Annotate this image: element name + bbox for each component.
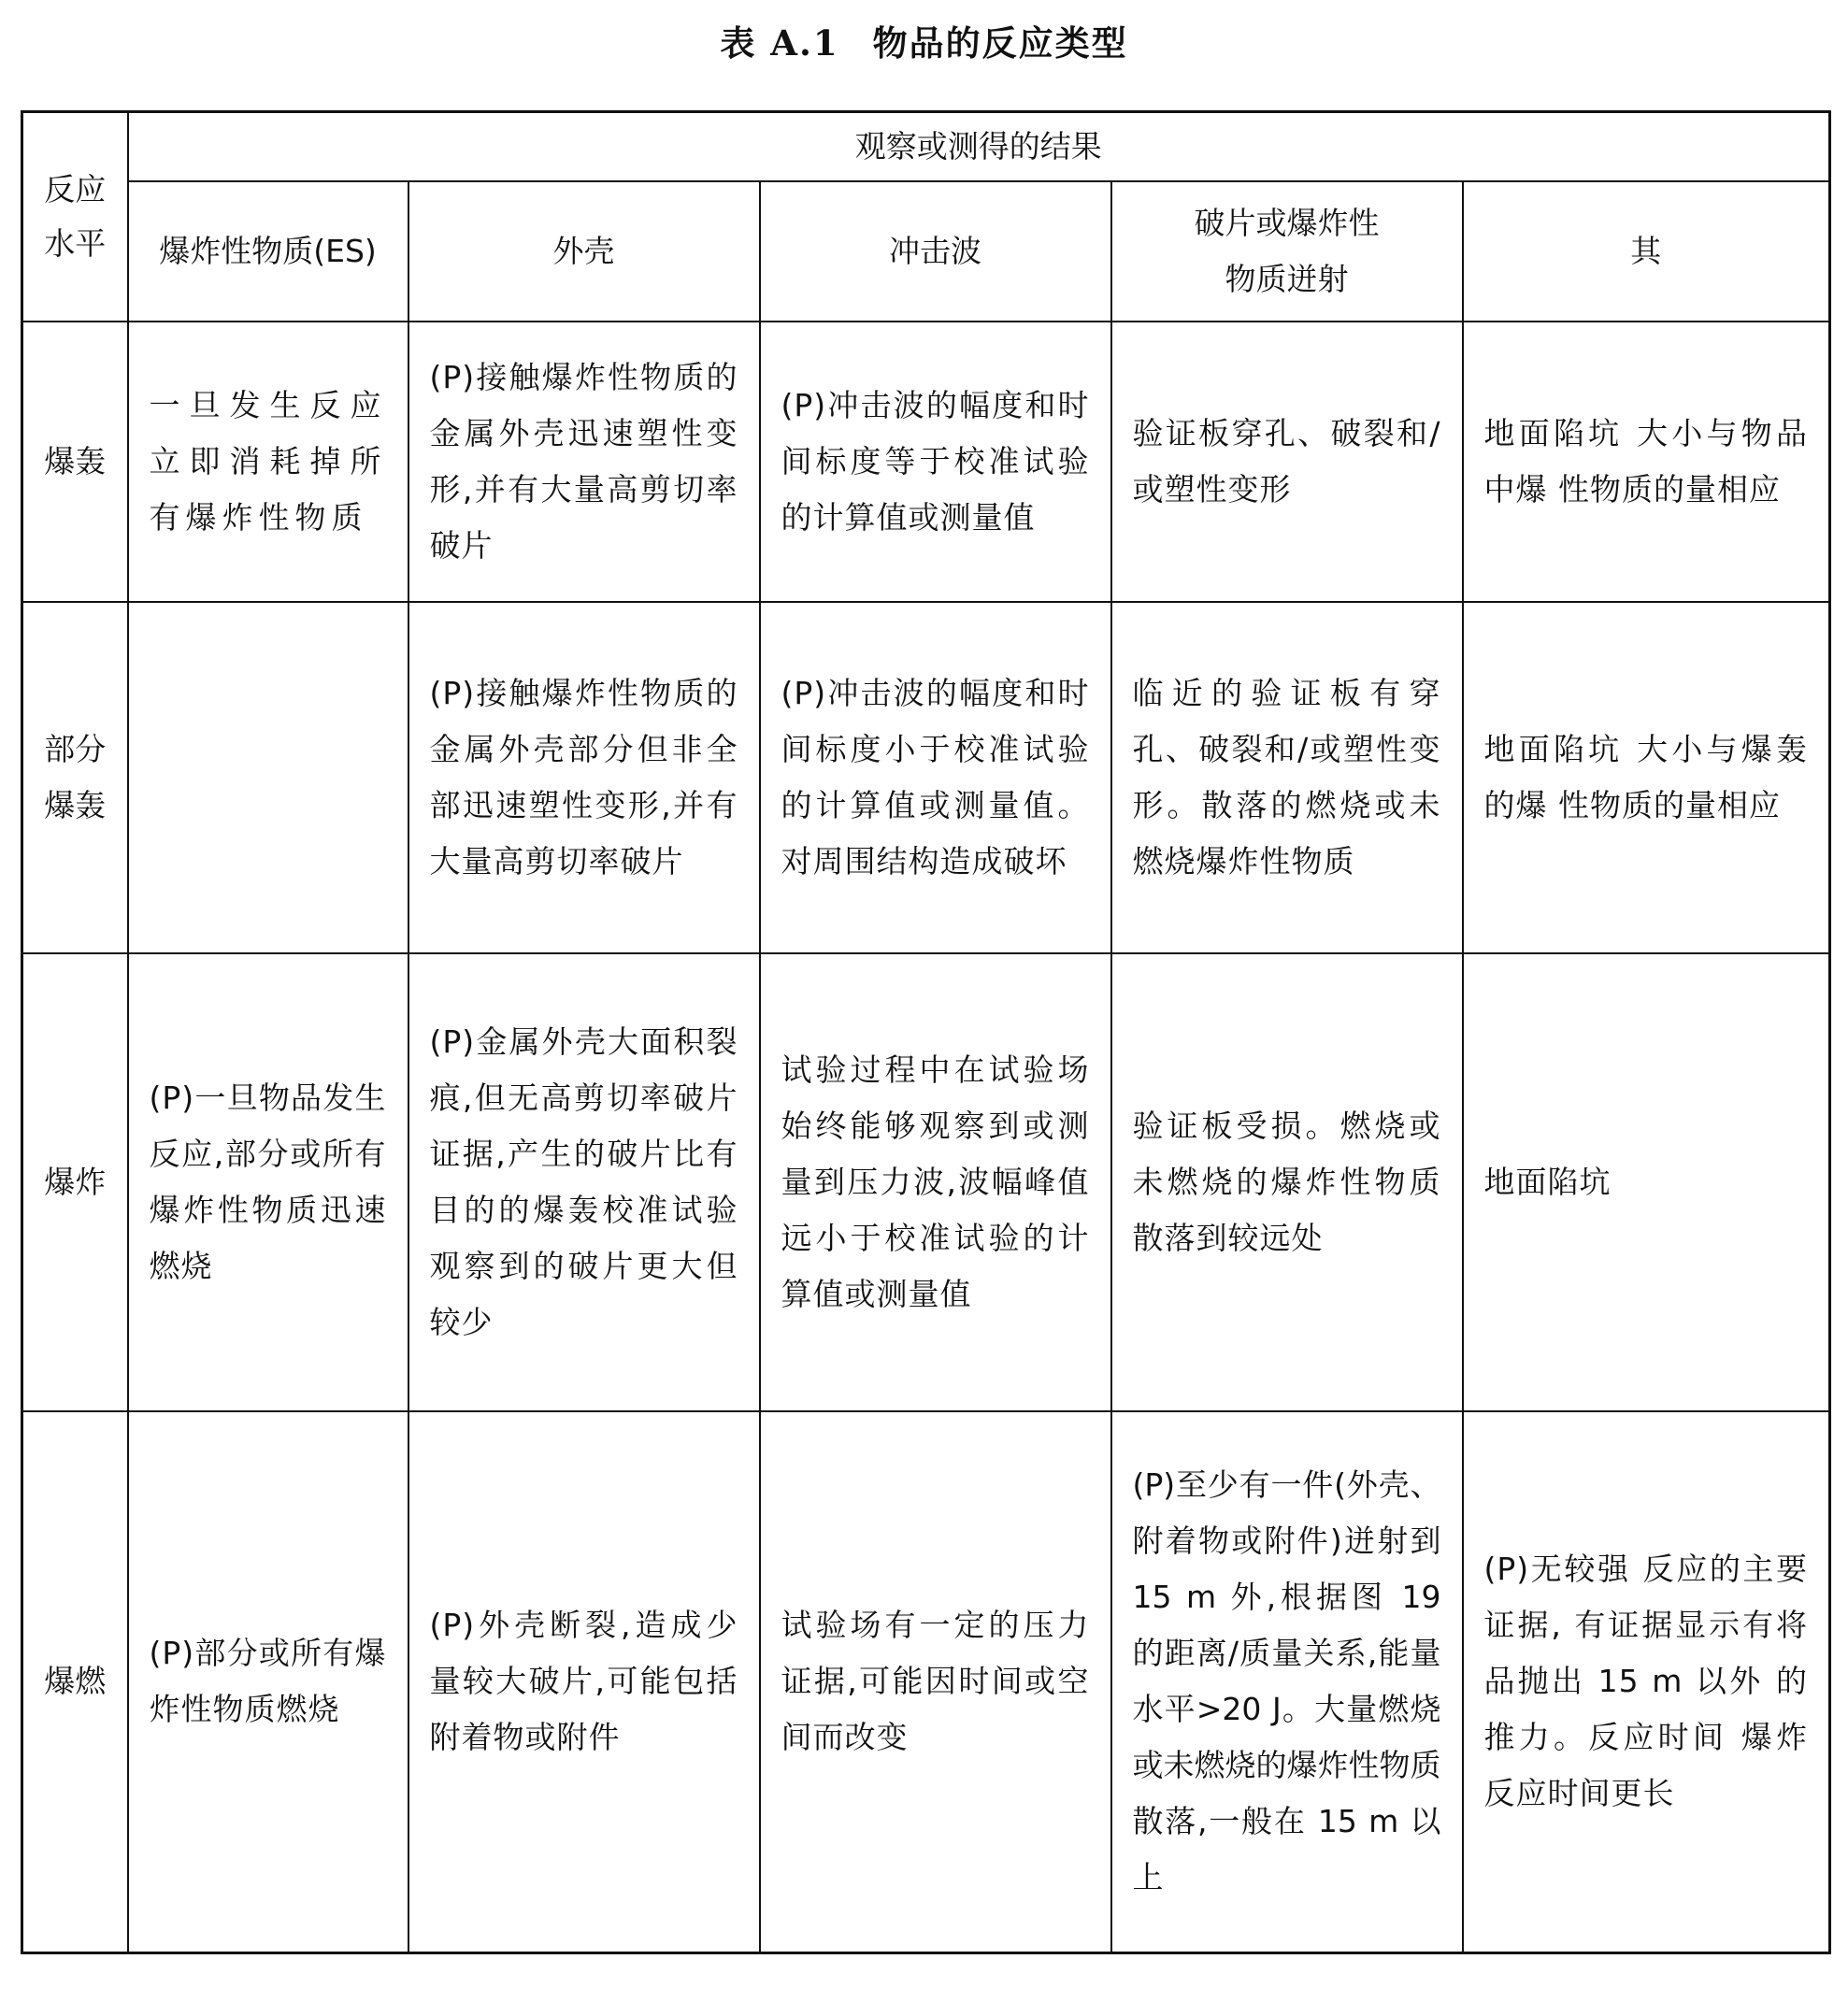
other-cell: 地面陷坑 xyxy=(1463,953,1830,1411)
es-cell xyxy=(128,602,408,953)
other-cell: 地面陷坑 大小与爆轰的爆 性物质的量相应 xyxy=(1463,602,1830,953)
blast-cell: (P)冲击波的幅度和时间标度小于校准试验的计算值或测量值。对周围结构造成破坏 xyxy=(760,602,1111,953)
table-title: 物品的反应类型 xyxy=(872,22,1128,64)
header-level xyxy=(22,112,128,322)
other-cell: (P)无较强 反应的主要证据, 有证据显示有将 品抛出 15 m 以外 的推力。反应时间 爆炸反应时间更长 xyxy=(1463,1411,1830,1953)
level-cell xyxy=(22,602,128,953)
table-row xyxy=(22,953,1830,1411)
table-row xyxy=(22,1411,1830,1953)
header-blast: 冲击波 xyxy=(760,181,1111,322)
header-es: 爆炸性物质(ES) xyxy=(128,181,408,322)
header-observed: 观察或测得的结果 xyxy=(128,112,1830,181)
level-cell: 爆燃 xyxy=(22,1411,128,1953)
level-cell: 爆炸 xyxy=(22,953,128,1411)
header-row-2 xyxy=(22,181,1830,322)
casing-cell: (P)金属外壳大面积裂痕,但无高剪切率破片证据,产生的破片比有目的的爆轰校准试验观察到的破片更大但较少 xyxy=(408,953,760,1411)
header-row-1 xyxy=(22,112,1830,181)
fragments-cell: 验证板穿孔、破裂和/或塑性变形 xyxy=(1111,322,1463,602)
casing-cell: (P)接触爆炸性物质的金属外壳部分但非全部迅速塑性变形,并有大量高剪切率破片 xyxy=(408,602,760,953)
header-level-text: 反应水平 xyxy=(44,170,107,262)
casing-cell: (P)接触爆炸性物质的金属外壳迅速塑性变形,并有大量高剪切率破片 xyxy=(408,322,760,602)
casing-cell: (P)外壳断裂,造成少量较大破片,可能包括附着物或附件 xyxy=(408,1411,760,1953)
header-fragments xyxy=(1111,181,1463,322)
es-cell: 一旦发生反应立即消耗掉所有爆炸性物质 xyxy=(128,322,408,602)
level-text: 部分爆轰 xyxy=(44,730,107,823)
fragments-cell: 验证板受损。燃烧或未燃烧的爆炸性物质散落到较远处 xyxy=(1111,953,1463,1411)
table-caption xyxy=(0,15,1848,71)
es-cell: (P)一旦物品发生反应,部分或所有爆炸性物质迅速燃烧 xyxy=(128,953,408,1411)
blast-cell: 试验过程中在试验场始终能够观察到或测量到压力波,波幅峰值远小于校准试验的计算值或测量值 xyxy=(760,953,1111,1411)
header-casing: 外壳 xyxy=(408,181,760,322)
blast-cell: 试验场有一定的压力证据,可能因时间或空间而改变 xyxy=(760,1411,1111,1953)
table-row xyxy=(22,602,1830,953)
fragments-cell: 临近的验证板有穿孔、破裂和/或塑性变形。散落的燃烧或未燃烧爆炸性物质 xyxy=(1111,602,1463,953)
fragments-cell: (P)至少有一件(外壳、附着物或附件)迸射到 15 m 外,根据图 19 的距离/质量关系,能量水平>20 J。大量燃烧或未燃烧的爆炸性物质散落,一般在 15 m 以上 xyxy=(1111,1411,1463,1953)
header-other: 其 xyxy=(1463,181,1830,322)
table-number: 表 A.1 xyxy=(720,22,839,64)
reaction-types-table xyxy=(21,110,1831,1954)
other-cell: 地面陷坑 大小与物品中爆 性物质的量相应 xyxy=(1463,322,1830,602)
es-cell: (P)部分或所有爆炸性物质燃烧 xyxy=(128,1411,408,1953)
level-cell: 爆轰 xyxy=(22,322,128,602)
table-row xyxy=(22,322,1830,602)
blast-cell: (P)冲击波的幅度和时间标度等于校准试验的计算值或测量值 xyxy=(760,322,1111,602)
header-fragments-text: 破片或爆炸性物质迸射 xyxy=(1194,204,1380,297)
